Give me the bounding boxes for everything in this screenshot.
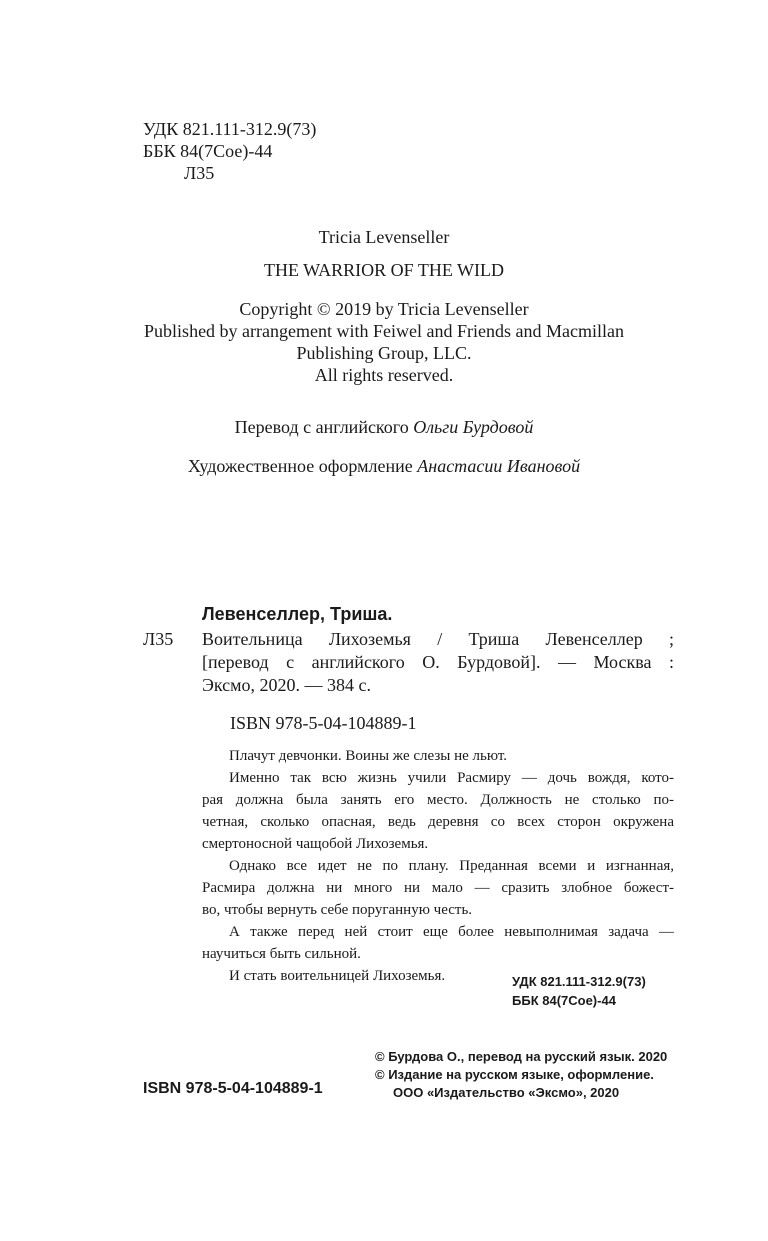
annotation-p2-line2: рая должна была занять его место. Должность не столько по- bbox=[202, 792, 674, 808]
original-copyright: Copyright © 2019 by Tricia Levenseller bbox=[239, 299, 529, 319]
classification-bbk: ББК 84(7Сое)-44 bbox=[512, 993, 616, 1008]
original-rights: All rights reserved. bbox=[314, 365, 454, 385]
bibliographic-line3: Эксмо, 2020. — 384 с. bbox=[202, 675, 372, 695]
classification-udk: УДК 821.111-312.9(73) bbox=[512, 974, 646, 989]
header-bbk: ББК 84(7Сое)-44 bbox=[143, 141, 273, 161]
header-code: Л35 bbox=[184, 163, 215, 183]
bibliographic-line1: Воительница Лихоземья / Триша Левенселлер ; bbox=[202, 629, 674, 649]
annotation-p2-line3: четная, сколько опасная, ведь деревня со всех сторон окружена bbox=[202, 814, 674, 830]
design-credit bbox=[0, 455, 768, 477]
original-arrangement-line2: Publishing Group, LLC. bbox=[296, 343, 472, 363]
translation-credit bbox=[0, 416, 768, 438]
bibliographic-code: Л35 bbox=[143, 629, 174, 649]
annotation-p3-line1: Однако все идет не по плану. Преданная всеми и изгнанная, bbox=[229, 858, 674, 874]
original-author: Tricia Levenseller bbox=[318, 227, 450, 247]
footer-copyright-edition: © Издание на русском языке, оформление. bbox=[375, 1067, 654, 1082]
translation-label: Перевод с английского bbox=[234, 417, 409, 437]
annotation-p3-line3: во, чтобы вернуть себе поруганную честь. bbox=[202, 902, 473, 918]
annotation-p2-line4: смертоносной чащобой Лихоземья. bbox=[202, 836, 429, 852]
header-udk: УДК 821.111-312.9(73) bbox=[143, 119, 317, 139]
design-label: Художественное оформление bbox=[187, 456, 413, 476]
annotation bbox=[202, 745, 674, 987]
designer-name: Анастасии Ивановой bbox=[417, 456, 581, 476]
annotation-p4-line2: научиться быть сильной. bbox=[202, 946, 361, 962]
annotation-p1: Плачут девчонки. Воины же слезы не льют. bbox=[229, 748, 508, 764]
footer-copyright-publisher: ООО «Издательство «Эксмо», 2020 bbox=[393, 1085, 620, 1100]
bibliographic-isbn: ISBN 978-5-04-104889-1 bbox=[230, 713, 417, 733]
footer-isbn: ISBN 978-5-04-104889-1 bbox=[143, 1080, 323, 1097]
original-title: THE WARRIOR OF THE WILD bbox=[264, 260, 504, 280]
annotation-p5: И стать воительницей Лихоземья. bbox=[229, 968, 446, 984]
annotation-p4-line1: А также перед ней стоит еще более невыполнимая задача — bbox=[229, 924, 674, 940]
original-arrangement-line1: Published by arrangement with Feiwel and Friends and Macmillan bbox=[144, 321, 624, 341]
translator-name: Ольги Бурдовой bbox=[413, 417, 534, 437]
annotation-p3-line2: Расмира должна ни много ни мало — сразить злобное божест- bbox=[202, 880, 674, 896]
bibliographic-author-heading: Левенселлер, Триша. bbox=[202, 604, 393, 624]
footer-copyright-translation: © Бурдова О., перевод на русский язык. 2020 bbox=[375, 1049, 668, 1064]
annotation-p2-line1: Именно так всю жизнь учили Расмиру — дочь вождя, кото- bbox=[229, 770, 674, 786]
bibliographic-line2: [перевод с английского О. Бурдовой]. — Москва : bbox=[202, 652, 674, 672]
